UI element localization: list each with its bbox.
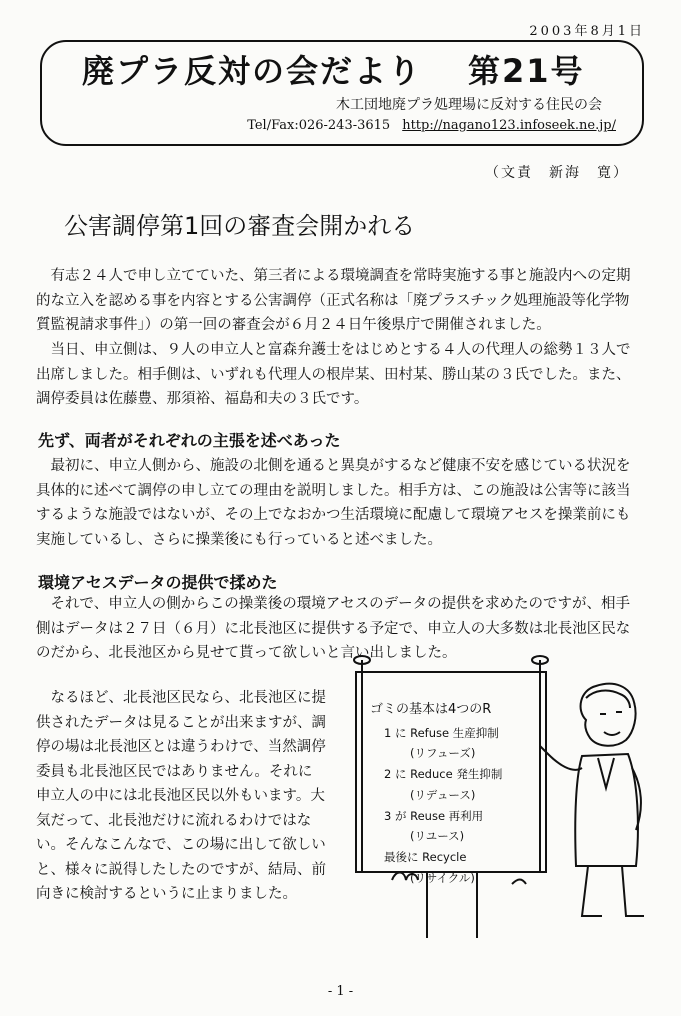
article-title: 公害調停第1回の審査会開かれる [64,212,416,240]
phone-fax: Tel/Fax:026-243-3615 [247,118,391,133]
paragraph-3: 最初に、申立人側から、施設の北側を通ると異臭がするなど健康不安を感じている状況を具体的に述べて調停の申し立ての理由を説明しました。相手方は、この施設は公害等に該当するような施設ではないが、その上でなおかつ生活環境に配慮して環境アセスを操業前にも実施しているし、さらに操業後にも行っていると述べました。 [36,458,631,548]
poster-line: 最後に Recycle [384,849,467,864]
four-r-poster-text [370,700,530,888]
poster-line: 3 が Reuse 再利用 [384,808,484,823]
poster-heading: ゴミの基本は4つのR [370,702,492,717]
organization-name: 木工団地廃プラ処理場に反対する住民の会 [336,97,602,113]
man-face [600,712,622,735]
masthead [40,40,644,146]
man-hair [586,691,630,708]
issue-number: 第21号 [468,52,585,90]
paragraph-4: それで、申立人の側からこの操業後の環境アセスのデータの提供を求めたのですが、相手側はデータは２７日（６月）に北長池区に提供する予定で、申立人の大多数は北長池区民なのだから、北長池区から見せて貰って欲しいと言い出しました。 [36,596,631,661]
man-body [575,754,638,866]
contact-line [247,118,616,133]
paragraph-1: 有志２４人で申し立てていた、第三者による環境調査を常時実施する事と施設内への定期的な立入を認める事を内容とする公害調停（正式名称は「廃プラスチック処理施設等化学物質監視請求事件」）の第一回の審査会が６月２４日午後県庁で開催されました。 [36,268,631,333]
man-legs [582,866,644,916]
subheading-positions: 先ず、両者がそれぞれの主張を述べあった [38,431,341,450]
poster-line: (リサイクル) [410,870,475,885]
paragraph-5: なるほど、北長池区民なら、北長池区に提供されたデータは見ることが出来ますが、調停の場は北長池区とは違うわけで、当然調停委員も北長池区民ではありません。それに申立人の中には北長池区民以外もいます。大気だって、北長池だけに流れるわけではない。そんなこんなで、この場に出して欲しいと、様々に説得したしたのですが、結局、前向きに検討するというに止まりました。 [36,690,326,902]
poster-line: (リユース) [410,829,465,844]
paragraph-2: 当日、申立側は、９人の申立人と富森弁護士をはじめとする４人の代理人の総勢１３人で出席しました。相手側は、いずれも代理人の根岸某、田村某、勝山某の３氏でした。また、調停委員は佐藤豊、那須裕、福島和夫の３氏です。 [36,342,631,407]
poster-line: 1 に Refuse 生産抑制 [384,725,499,740]
issue-date: 2003年8月1日 [529,24,645,39]
newsletter-name: 廃プラ反対の会だより [82,52,423,90]
page-number: - 1 - [327,984,354,999]
poster-line: (リフューズ) [410,746,476,761]
subheading-data-dispute: 環境アセスデータの提供で揉めた [38,573,278,592]
cartoon-man [540,684,644,916]
poster-line: (リデュース) [410,787,476,802]
poster-line: 2 に Reduce 発生抑制 [384,767,503,782]
man-head [581,684,636,746]
newsletter-title [82,46,585,92]
author-credit: （文責 新海 寛） [485,165,629,181]
man-tie [598,758,614,788]
website-link[interactable]: http://nagano123.infoseek.ne.jp/ [402,118,616,133]
